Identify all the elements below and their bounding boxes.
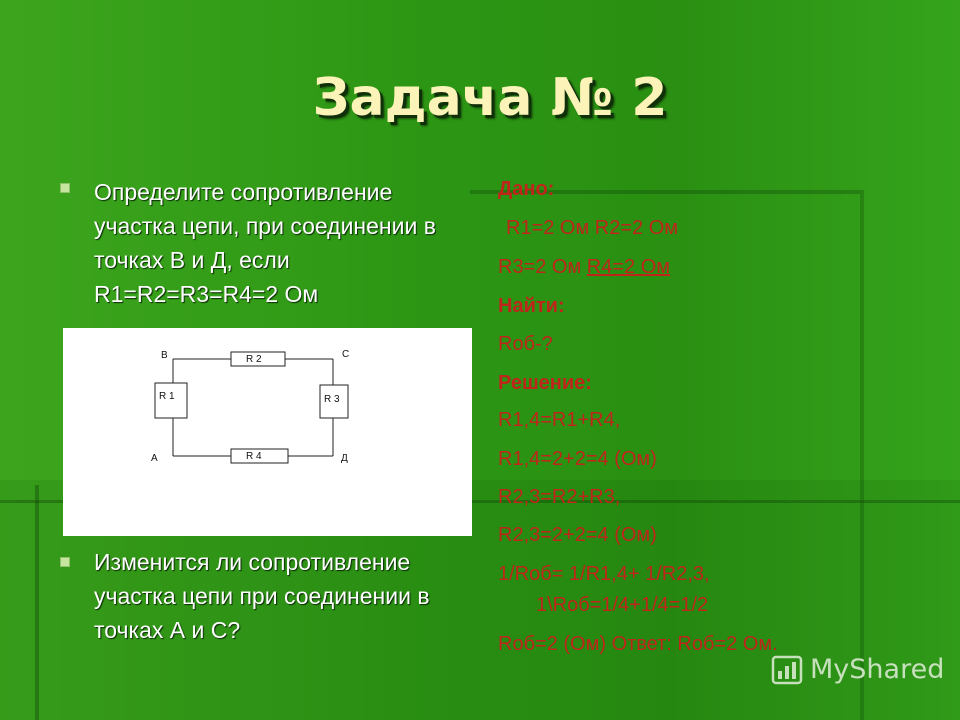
node-label-d: Д [341,453,348,464]
slide-title: Задача № 2 [312,68,668,128]
resistor-label-r4: R 4 [246,451,262,462]
watermark-text: MyShared [810,653,945,685]
circuit-diagram [63,328,472,536]
solution-step: 1/Rоб= 1/R1,4+ 1/R2,3, [498,563,710,585]
find-heading: Найти: [498,295,565,317]
node-label-c: С [342,349,350,360]
circuit-svg [63,328,472,536]
myshared-logo-icon [770,652,804,686]
given-line-2 [498,256,670,279]
given-line-1: R1=2 Ом R2=2 Ом [506,217,679,239]
background-line [35,485,39,720]
solution-step: 1\Rоб=1/4+1/4=1/2 [536,594,709,616]
solution-step: R2,3=R2+R3, [498,486,621,508]
node-label-b: В [161,350,168,361]
solution-step: R1,4=2+2=4 (Ом) [498,448,657,470]
bullet-icon [60,557,70,567]
resistor-label-r1: R 1 [159,391,175,402]
task-question-2: Изменится ли сопротивление участка цепи при соединении в точках А и С? [94,549,430,643]
resistor-label-r2: R 2 [246,354,262,365]
task-question-1: Определите сопротивление участка цепи, при соединении в точках В и Д, если R1=R2=R3=R4=2 Ом [94,179,436,307]
solution-answer: Rоб=2 (Ом) Ответ: Rоб=2 Ом. [498,633,778,655]
given-r4: R4=2 Ом [586,256,671,278]
find-value: Rоб-? [498,333,553,355]
given-heading: Дано: [498,178,555,200]
myshared-watermark [770,652,944,686]
solution-step: R1,4=R1+R4, [498,409,621,431]
background-line [860,190,864,720]
node-label-a: А [151,453,158,464]
given-r3: R3=2 Ом [498,256,582,278]
solution-heading: Решение: [498,372,592,394]
solution-step: R2,3=2+2=4 (Ом) [498,524,657,546]
bullet-icon [60,183,70,193]
resistor-label-r3: R 3 [324,394,340,405]
